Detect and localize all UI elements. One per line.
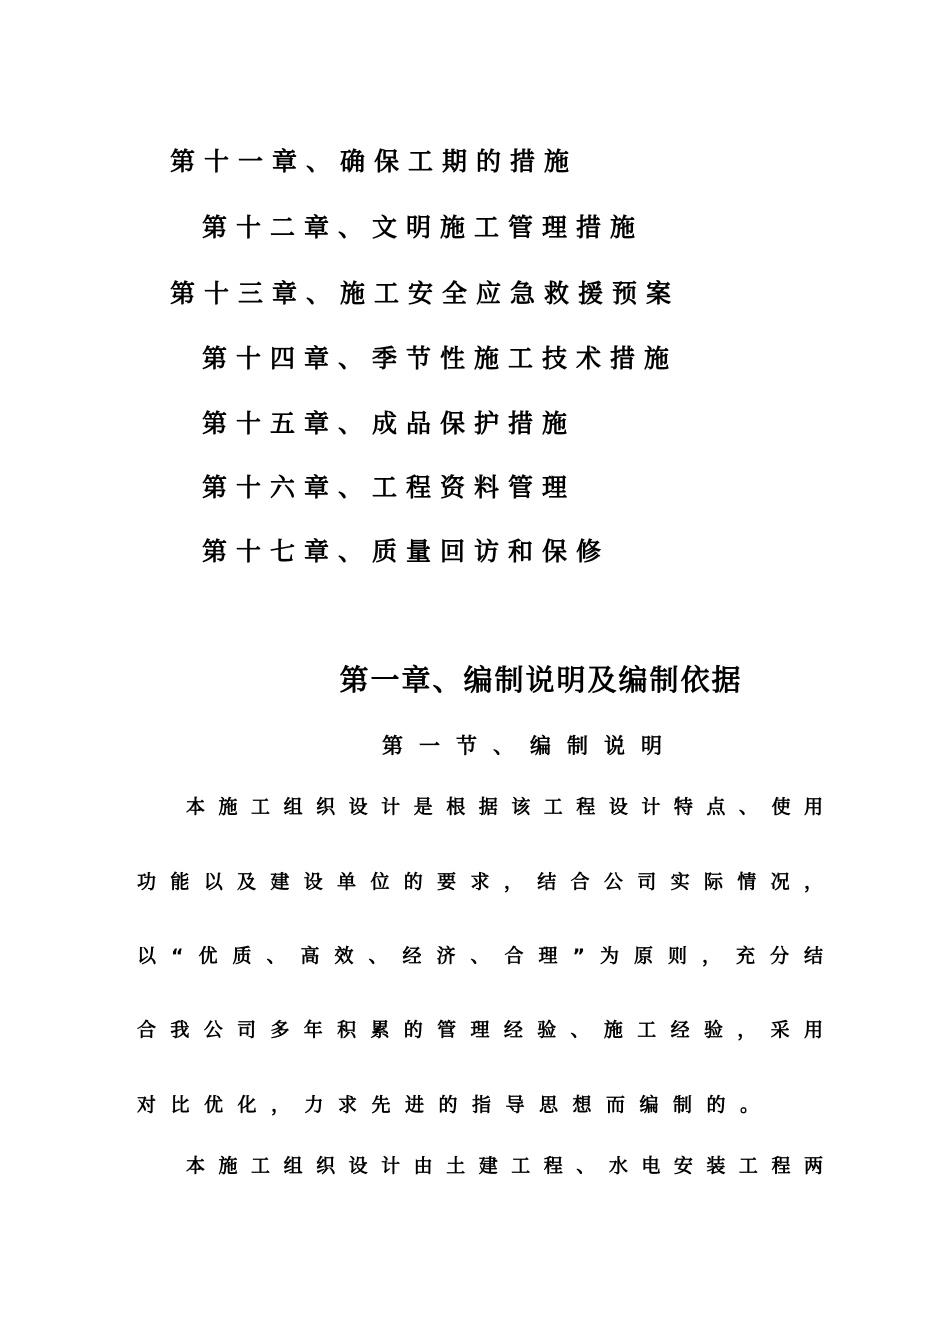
section-title: 第一节、编制说明: [382, 734, 678, 758]
body-line-6: 本施工组织设计由土建工程、水电安装工程两: [186, 1155, 823, 1177]
body-line-2: 功能以及建设单位的要求，结合公司实际情况，: [137, 871, 823, 893]
toc-item-chapter-16: 第十六章、工程资料管理: [202, 473, 577, 502]
toc-item-chapter-13: 第十三章、施工安全应急救援预案: [170, 279, 681, 308]
toc-item-chapter-12: 第十二章、文明施工管理措施: [202, 213, 645, 242]
toc-item-chapter-17: 第十七章、质量回访和保修: [202, 537, 611, 566]
chapter-title: 第一章、编制说明及编制依据: [339, 663, 743, 697]
toc-item-chapter-11: 第十一章、确保工期的措施: [170, 147, 579, 176]
toc-item-chapter-15: 第十五章、成品保护措施: [202, 409, 577, 438]
toc-item-chapter-14: 第十四章、季节性施工技术措施: [202, 344, 679, 373]
body-line-5: 对比优化，力求先进的指导思想而编制的。: [137, 1094, 774, 1116]
body-line-1: 本施工组织设计是根据该工程设计特点、使用: [186, 796, 823, 818]
body-line-4: 合我公司多年积累的管理经验、施工经验，采用: [137, 1019, 823, 1041]
body-line-3: 以“优质、高效、经济、合理”为原则，充分结: [137, 945, 823, 967]
